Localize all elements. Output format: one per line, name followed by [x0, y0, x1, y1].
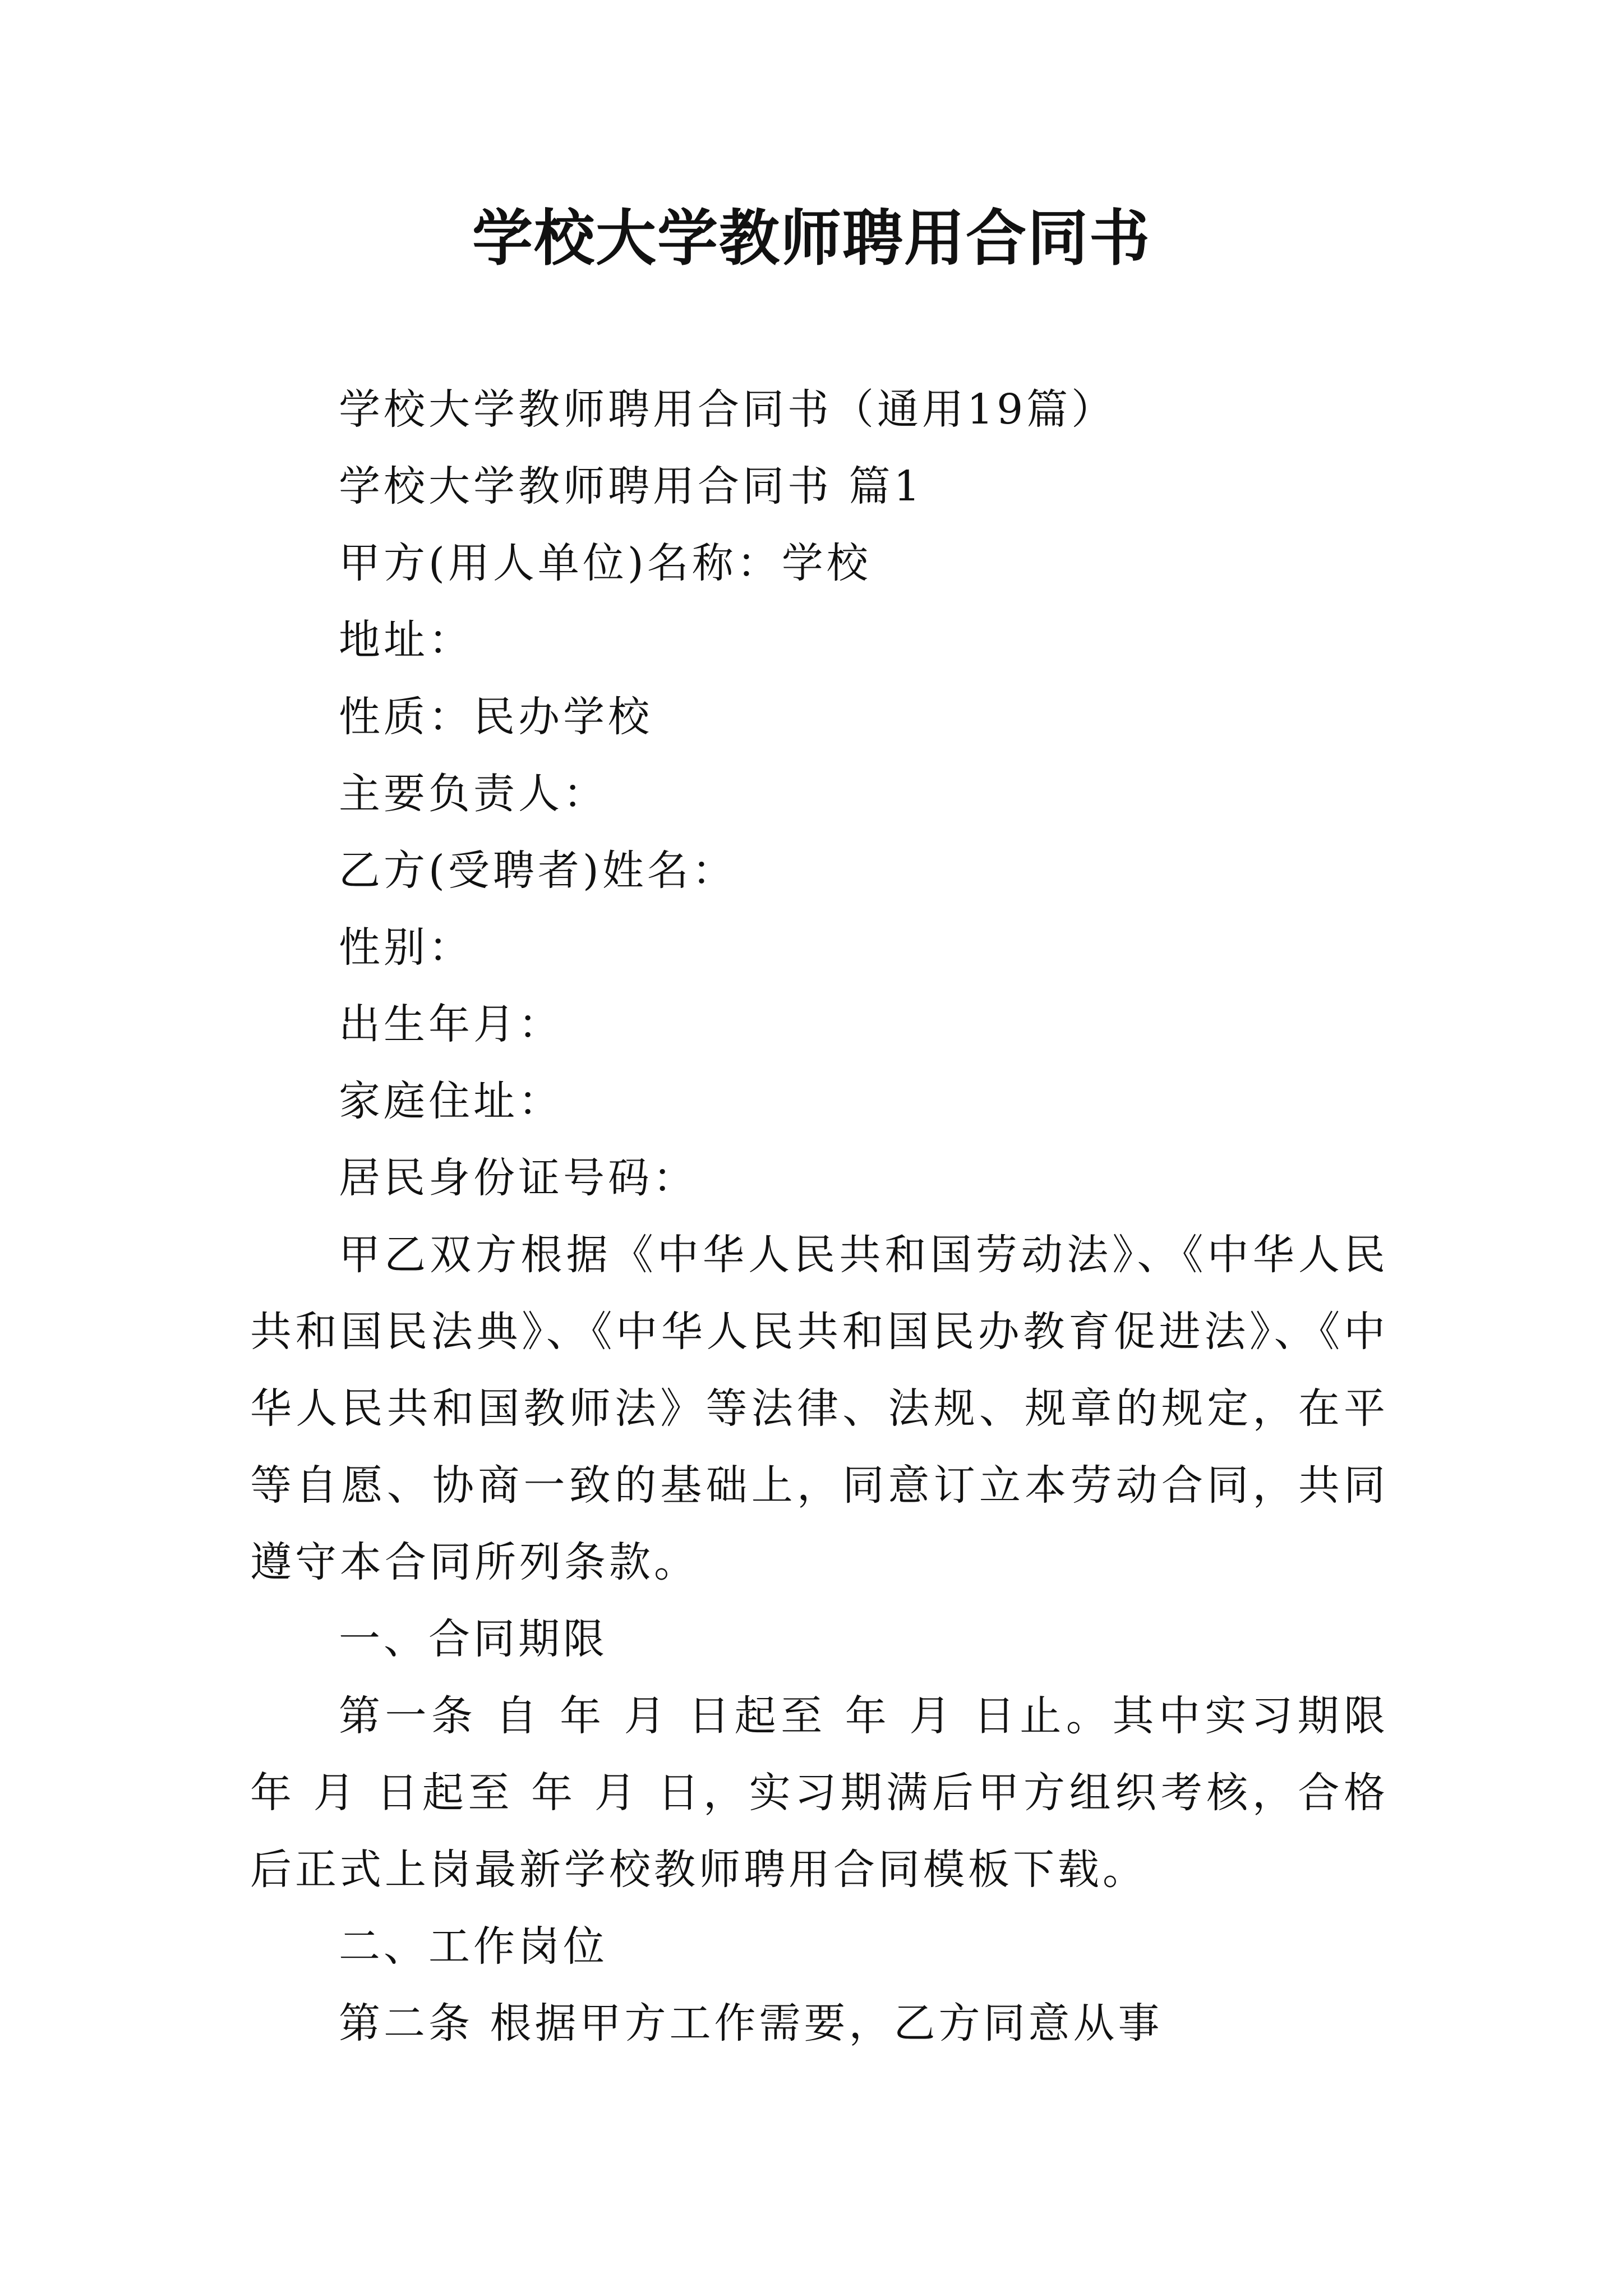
paragraph-article-2: 第二条 根据甲方工作需要，乙方同意从事	[339, 1999, 1163, 2047]
paragraph-article-1: 第一条 自 年 月 日起至 年 月 日止。其中实习期限 年 月 日起至 年 月 日，实习期满后甲方组织考核，合格后正式上岗最新学校教师聘用合同模板下载。	[250, 1692, 1389, 1894]
paragraph-section-term: 一、合同期限	[339, 1615, 608, 1663]
paragraph-principal: 主要负责人：	[339, 770, 608, 818]
paragraph-address: 地址：	[339, 616, 473, 664]
paragraph-id-number: 居民身份证号码：	[339, 1154, 698, 1202]
paragraph-subtitle: 学校大学教师聘用合同书（通用19篇）	[339, 385, 1117, 434]
paragraph-section-position: 二、工作岗位	[339, 1922, 608, 1971]
paragraph-party-a-name: 甲方(用人单位)名称：学校	[339, 539, 872, 587]
paragraph-party-b-name: 乙方(受聘者)姓名：	[339, 846, 737, 895]
document-title: 学校大学教师聘用合同书	[472, 203, 1151, 274]
paragraph-section-heading: 学校大学教师聘用合同书 篇1	[339, 462, 924, 510]
paragraph-legal-basis: 甲乙双方根据《中华人民共和国劳动法》、《中华人民共和国民法典》、《中华人民共和国民办教育促进法》、《中华人民共和国教师法》等法律、法规、规章的规定，在平等自愿、协商一致的基础上，同意订立本劳动合同，共同遵守本合同所列条款。	[250, 1231, 1389, 1586]
paragraph-home-address: 家庭住址：	[339, 1077, 563, 1125]
paragraph-nature: 性质：民办学校	[339, 693, 653, 741]
document-body	[250, 371, 1389, 2062]
paragraph-birth-date: 出生年月：	[339, 1000, 563, 1048]
paragraph-gender: 性别：	[339, 923, 473, 972]
